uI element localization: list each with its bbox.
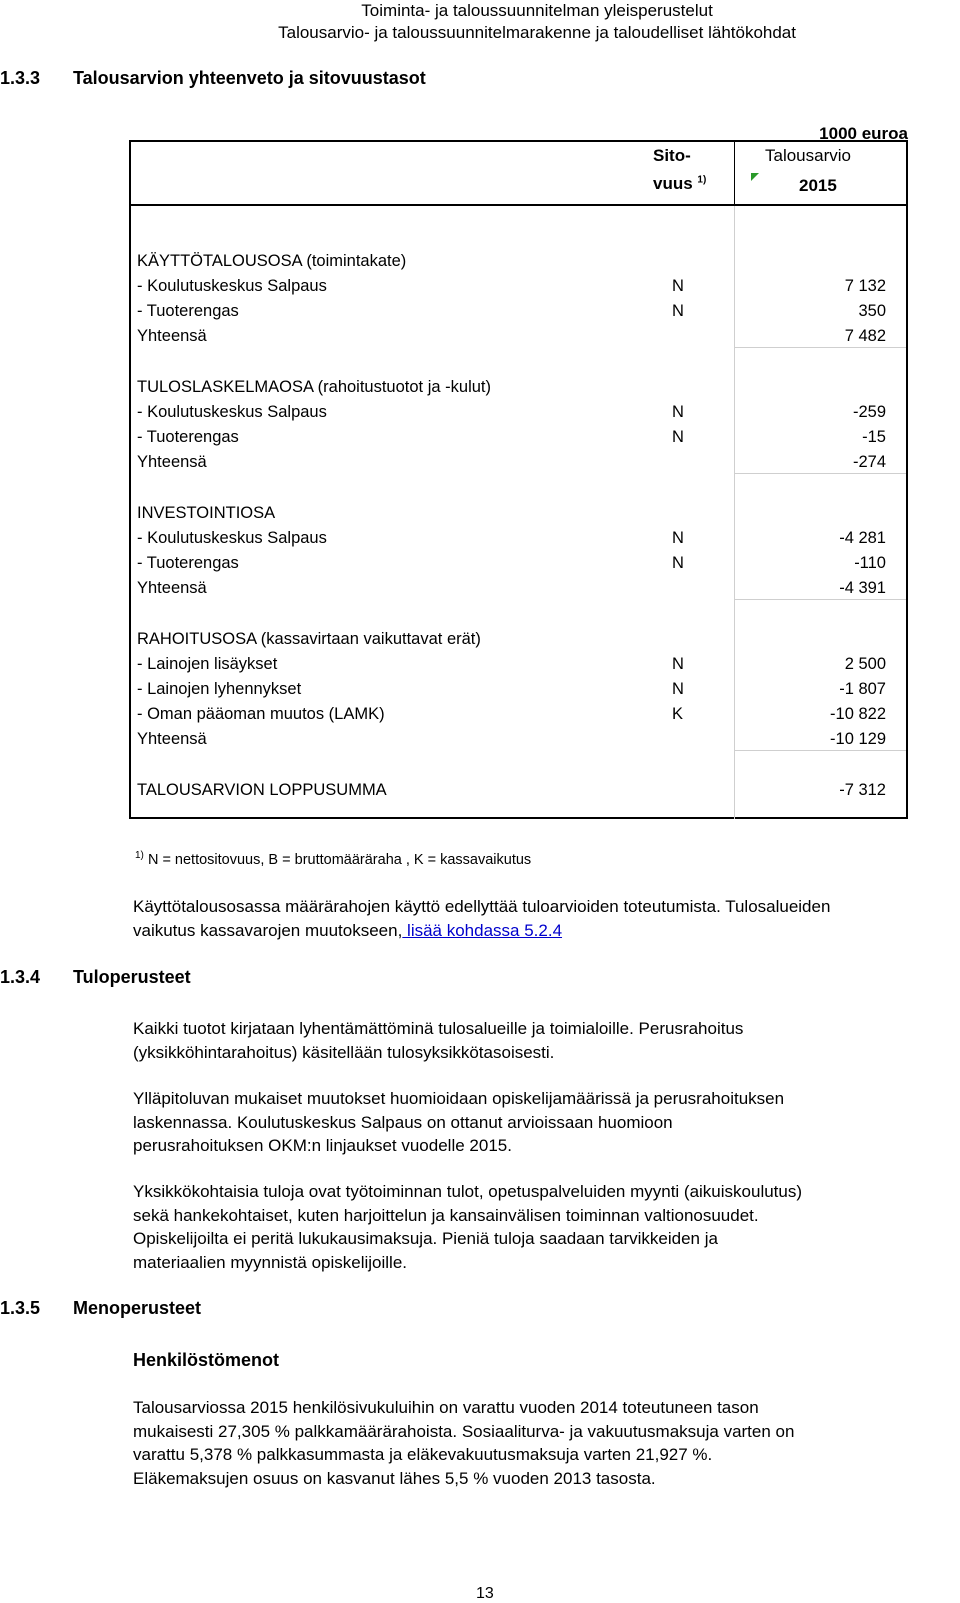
page-header bbox=[278, 0, 796, 44]
page-number: 13 bbox=[476, 1585, 494, 1602]
total-label: Yhteensä bbox=[137, 579, 207, 597]
group-heading: KÄYTTÖTALOUSOSA (toimintakate) bbox=[137, 252, 407, 270]
row-value: -1 807 bbox=[839, 680, 886, 698]
header-line-1: Toiminta- ja taloussuunnitelman yleisperustelut bbox=[361, 1, 713, 20]
row-label: - Tuoterengas bbox=[137, 428, 239, 446]
total-label: Yhteensä bbox=[137, 730, 207, 748]
row-code: N bbox=[672, 403, 684, 421]
total-value: -4 391 bbox=[839, 579, 886, 597]
subheading-henkilostomenot: Henkilöstömenot bbox=[133, 1350, 280, 1370]
row-value: -4 281 bbox=[839, 529, 886, 547]
row-code: N bbox=[672, 277, 684, 295]
section-134-title: Tuloperusteet bbox=[73, 967, 191, 987]
row-value: 2 500 bbox=[844, 655, 886, 673]
row-label: - Tuoterengas bbox=[137, 554, 239, 572]
income-paragraph: Ylläpitoluvan mukaiset muutokset huomioidaan opiskelijamäärissä ja perusrahoituksen laskennassa. Koulutuskeskus Salpaus on ottanut arvioissaan huomioon perusrahoituksen OKM:n linjaukset vuodelle 2015. bbox=[133, 1089, 785, 1155]
col-year: 2015 bbox=[799, 176, 837, 195]
row-code: N bbox=[672, 554, 684, 572]
row-value: -110 bbox=[854, 554, 886, 572]
budget-summary-table bbox=[129, 140, 908, 819]
row-label: - Koulutuskeskus Salpaus bbox=[137, 529, 327, 547]
section-135-number: 1.3.5 bbox=[0, 1298, 41, 1318]
row-value: 350 bbox=[858, 302, 886, 320]
total-value: -274 bbox=[852, 453, 886, 471]
row-value: 7 132 bbox=[844, 277, 886, 295]
row-label: - Lainojen lisäykset bbox=[137, 655, 278, 673]
section-135-title: Menoperusteet bbox=[73, 1298, 202, 1318]
row-label: - Koulutuskeskus Salpaus bbox=[137, 277, 327, 295]
expense-paragraph: Talousarviossa 2015 henkilösivukuluihin on varattu vuoden 2014 toteutuneen tason mukaisesti 27,305 % palkkamäärärahoista. Sosiaaliturva- ja vakuutusmaksuja varten on varattu 5,378 % palkkasummasta ja eläkevakuutusmaksuja varten 21,927 %. Eläkemaksujen osuus on kasvanut lähes 5,5 % vuoden 2013 tasosta. bbox=[133, 1398, 795, 1488]
group-heading: TULOSLASKELMAOSA (rahoitustuotot ja -kulut) bbox=[137, 378, 491, 396]
row-label: - Tuoterengas bbox=[137, 302, 239, 320]
row-value: -15 bbox=[862, 428, 886, 446]
row-value: -259 bbox=[852, 403, 886, 421]
row-code: N bbox=[672, 680, 684, 698]
row-code: N bbox=[672, 655, 684, 673]
group-heading: RAHOITUSOSA (kassavirtaan vaikuttavat erät) bbox=[137, 630, 481, 648]
col-talousarvio: Talousarvio bbox=[765, 146, 851, 165]
row-label: - Koulutuskeskus Salpaus bbox=[137, 403, 327, 421]
section-133-title: Talousarvion yhteenveto ja sitovuustasot bbox=[73, 68, 426, 88]
total-label: Yhteensä bbox=[137, 327, 207, 345]
unit-label: 1000 euroa bbox=[819, 124, 908, 143]
group-heading: INVESTOINTIOSA bbox=[137, 504, 276, 522]
row-code: N bbox=[672, 529, 684, 547]
row-code: K bbox=[672, 705, 684, 723]
section-133-number: 1.3.3 bbox=[0, 68, 41, 88]
total-label: Yhteensä bbox=[137, 453, 207, 471]
row-value: -10 822 bbox=[830, 705, 886, 723]
row-label: - Lainojen lyhennykset bbox=[137, 680, 302, 698]
total-value: -10 129 bbox=[830, 730, 886, 748]
section-134-number: 1.3.4 bbox=[0, 967, 41, 987]
row-code: N bbox=[672, 428, 684, 446]
col-sitovuus-line1: Sito- bbox=[653, 146, 691, 165]
grand-total-label: TALOUSARVION LOPPUSUMMA bbox=[137, 781, 387, 799]
row-label: - Oman pääoman muutos (LAMK) bbox=[137, 705, 385, 723]
row-code: N bbox=[672, 302, 684, 320]
header-line-2: Talousarvio- ja taloussuunnitelmarakenne ja taloudelliset lähtökohdat bbox=[278, 23, 796, 42]
table-footnote: $^{1)}$ N = nettositovuus, B = bruttomääräraha , K = kassavaikutus bbox=[135, 850, 532, 868]
cell-comment-marker bbox=[751, 173, 759, 181]
grand-total-value: -7 312 bbox=[839, 781, 886, 799]
col-sitovuus-line2: vuus $^{1)}$ bbox=[653, 174, 707, 193]
section-link-524[interactable]: lisää kohdassa 5.2.4 bbox=[402, 920, 563, 940]
income-paragraph: Yksikkökohtaisia tuloja ovat työtoiminnan tulot, opetuspalveluiden myynti (aikuiskoulutus) sekä hankekohtaiset, kuten harjoittelun ja kansainvälisen toiminnan valtionosuudet. Opiskelijoilta ei peritä lukukausimaksuja. Pieniä tuloja saadaan tarvikkeiden ja materiaalien myynnistä opiskelijoille. bbox=[133, 1182, 803, 1272]
budget-note: Käyttötalousosassa määrärahojen käyttö edellyttää tuloarvioiden toteutumista. Tulosalueiden vaikutus kassavarojen muutokseen, lisää kohdassa 5.2.4 bbox=[133, 897, 831, 940]
income-paragraph: Kaikki tuotot kirjataan lyhentämättöminä tulosalueille ja toimialoille. Perusrahoitus (yksikköhintarahoitus) käsitellään tulosyksikkötasoisesti. bbox=[133, 1019, 744, 1062]
total-value: 7 482 bbox=[844, 327, 886, 345]
